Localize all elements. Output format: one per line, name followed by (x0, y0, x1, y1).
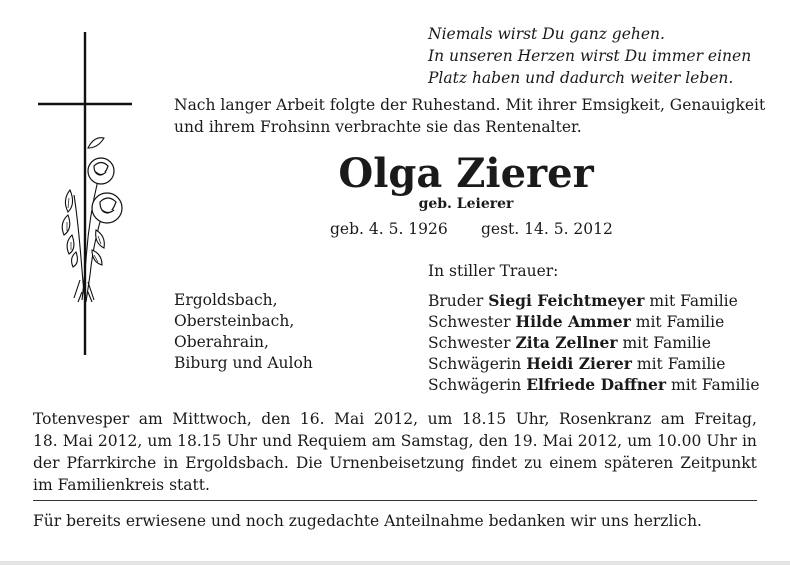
mourner-suffix: mit Familie (636, 355, 726, 373)
service-word: 18.15 (177, 432, 222, 450)
service-word: zu (524, 454, 543, 472)
service-word: 19. (512, 432, 538, 450)
service-word: am (138, 410, 163, 428)
service-word: am (371, 432, 396, 450)
mourner-suffix: mit Familie (649, 292, 738, 310)
service-word: 18. (33, 432, 58, 450)
mourner-name: Elfriede Daffner (526, 375, 667, 394)
service-word: 2012, (97, 432, 143, 450)
service-word: am (660, 410, 685, 428)
service-word: der (33, 454, 60, 472)
place-item: Ergoldsbach, (174, 291, 278, 309)
service-word: Totenvesper (33, 410, 130, 428)
mourner-relation: Bruder (428, 292, 484, 310)
mourner-item (428, 332, 760, 353)
service-word: Mai (62, 432, 93, 450)
service-word: 18.15 (461, 410, 507, 428)
service-word: Die (295, 454, 323, 472)
mourning-heading: In stiller Trauer: (428, 262, 559, 280)
service-word: Uhr (706, 432, 737, 450)
place-item: Biburg und Auloh (174, 354, 313, 372)
service-word: um (627, 432, 652, 450)
service-word: in (741, 432, 757, 450)
maiden-name: geb. Leierer (418, 196, 514, 212)
service-word: Mittwoch, (172, 410, 252, 428)
service-word: einem (549, 454, 598, 472)
mourner-item (428, 353, 760, 374)
place-item: Oberahrain, (174, 333, 269, 351)
mourner-name: Siegi Feichtmeyer (488, 291, 645, 310)
motto-line: Platz haben und dadurch weiter leben. (428, 69, 734, 87)
divider-line (33, 500, 757, 501)
mourner-relation: Schwägerin (428, 355, 522, 373)
intro-line: Nach langer Arbeit folgte der Ruhestand. Mit ihrer Emsigkeit, Genauigkeit (174, 96, 766, 114)
service-word: Ergoldsbach. (185, 454, 289, 472)
mourner-suffix: mit Familie (671, 376, 760, 394)
mourner-relation: Schwester (428, 334, 511, 352)
mourner-item (428, 374, 760, 395)
death-date: gest. 14. 5. 2012 (481, 220, 613, 238)
mourner-relation: Schwägerin (428, 376, 522, 394)
mourner-name: Heidi Zierer (526, 354, 632, 373)
service-line: im Familienkreis statt. (33, 476, 210, 494)
funeral-service-text (33, 408, 757, 496)
service-word: 2012, (577, 432, 623, 450)
service-word: Requiem (297, 432, 367, 450)
service-line (33, 430, 757, 452)
deceased-name: Olga Zierer (338, 150, 594, 197)
mourner-suffix: mit Familie (635, 313, 725, 331)
service-word: und (262, 432, 292, 450)
mourning-places (174, 290, 313, 374)
service-line (33, 408, 757, 430)
place-item: Obersteinbach, (174, 312, 295, 330)
mourner-item (428, 290, 760, 311)
service-word: Uhr, (515, 410, 550, 428)
mourner-item (428, 311, 760, 332)
service-word: 2012, (373, 410, 419, 428)
motto-line: Niemals wirst Du ganz gehen. (428, 25, 665, 43)
service-word: 16. (299, 410, 325, 428)
service-line (33, 452, 757, 474)
service-word: Zeitpunkt (680, 454, 757, 472)
motto-line: In unseren Herzen wirst Du immer einen (428, 47, 752, 65)
service-word: Pfarrkirche (66, 454, 157, 472)
birth-date: geb. 4. 5. 1926 (330, 220, 448, 238)
service-word: Mai (542, 432, 573, 450)
service-word: Freitag, (694, 410, 757, 428)
service-word: Rosenkranz (558, 410, 652, 428)
service-word: um (147, 432, 173, 450)
service-word: in (163, 454, 179, 472)
service-word: späteren (604, 454, 674, 472)
service-word: Samstag, (400, 432, 474, 450)
service-word: findet (471, 454, 518, 472)
service-word: Uhr (226, 432, 258, 450)
mourner-name: Hilde Ammer (515, 312, 631, 331)
intro-line: und ihrem Frohsinn verbrachte sie das Rentenalter. (174, 118, 582, 136)
service-word: den (261, 410, 291, 428)
cross-with-roses-icon (30, 30, 140, 360)
mourner-name: Zita Zellner (515, 333, 618, 352)
motto-poem (428, 23, 751, 89)
service-word: um (427, 410, 453, 428)
mourner-suffix: mit Familie (622, 334, 711, 352)
mourner-relation: Schwester (428, 313, 511, 331)
service-word: Urnenbeisetzung (329, 454, 465, 472)
service-word: Mai (334, 410, 365, 428)
thanks-text: Für bereits erwiesene und noch zugedachte Anteilnahme bedanken wir uns herzlich. (33, 512, 702, 530)
mourners-list (428, 290, 760, 395)
service-word: 10.00 (656, 432, 702, 450)
intro-text (174, 94, 765, 138)
service-word: den (478, 432, 508, 450)
